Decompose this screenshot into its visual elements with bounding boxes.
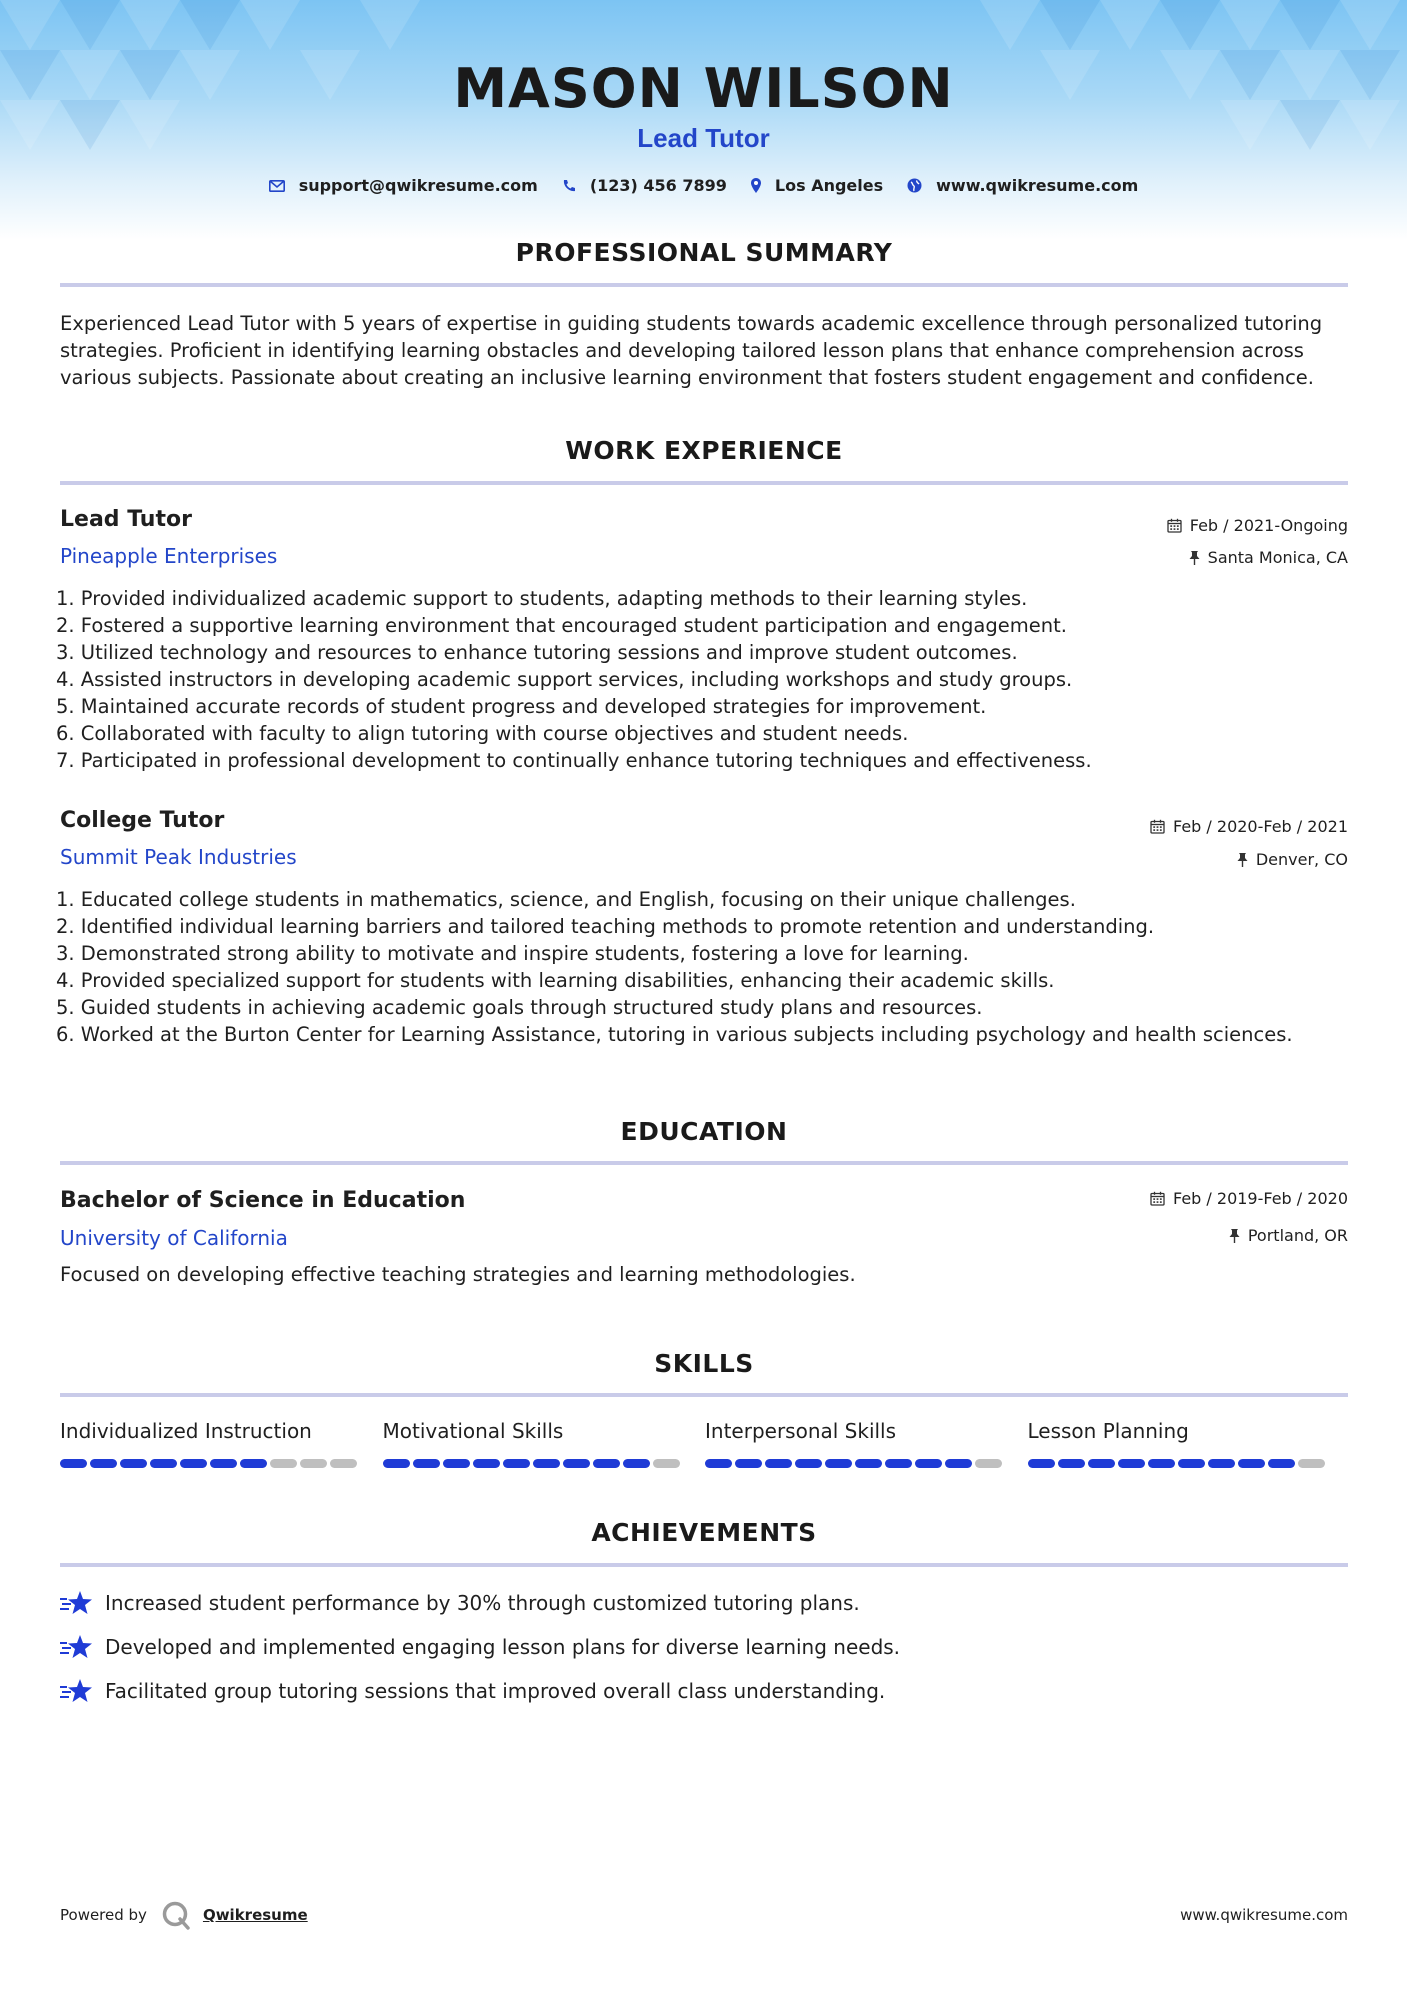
skill-segment-filled (915, 1459, 942, 1468)
list-item: 1. Educated college students in mathematics, science, and English, focusing on their unique challenges. (56, 888, 1076, 911)
candidate-name: MASON WILSON (453, 57, 954, 120)
candidate-role: Lead Tutor (637, 123, 770, 153)
skill-item (705, 1417, 1028, 1468)
skill-segment-filled (1118, 1459, 1145, 1468)
shooting-star-icon (60, 1634, 93, 1660)
list-item: 5. Guided students in achieving academic goals through structured study plans and resources. (56, 996, 983, 1019)
skill-segment-filled (473, 1459, 500, 1468)
resume-header (0, 56, 1407, 195)
pushpin-icon (1189, 551, 1200, 565)
skill-segment-filled (90, 1459, 117, 1468)
job-bullet-list (56, 886, 1356, 1048)
qwikresume-link[interactable]: Qwikresume (202, 1906, 308, 1924)
skill-name: Lesson Planning (1027, 1419, 1189, 1443)
education-location-text: Portland, OR (1247, 1226, 1348, 1245)
footer-powered-by (60, 1900, 308, 1930)
skill-segment-filled (1088, 1459, 1115, 1468)
list-item: 3. Demonstrated strong ability to motivate and inspire students, fostering a love for learning. (56, 942, 969, 965)
section-divider (60, 1393, 1348, 1397)
list-item: 2. Fostered a supportive learning environment that encouraged student participation and engagement. (56, 614, 1067, 637)
contact-location (751, 176, 883, 195)
degree-title: Bachelor of Science in Education (60, 1188, 466, 1213)
contact-email-text: support@qwikresume.com (298, 176, 538, 195)
list-item: 1. Provided individualized academic support to students, adapting methods to their learning styles. (56, 587, 1028, 610)
skill-segment-filled (1238, 1459, 1265, 1468)
contact-website-text: www.qwikresume.com (936, 176, 1139, 195)
education-description: Focused on developing effective teaching strategies and learning methodologies. (60, 1263, 856, 1286)
map-pin-icon (751, 178, 761, 193)
job-dates-text: Feb / 2020-Feb / 2021 (1173, 817, 1348, 836)
company-name: Pineapple Enterprises (60, 544, 278, 568)
job-location-text: Santa Monica, CA (1207, 548, 1348, 567)
job-dates-text: Feb / 2021-Ongoing (1189, 516, 1348, 535)
pushpin-icon (1229, 1229, 1240, 1243)
list-item: 3. Utilized technology and resources to enhance tutoring sessions and improve student outcomes. (56, 641, 1018, 664)
skill-segment-filled (443, 1459, 470, 1468)
achievement-item (60, 1634, 900, 1660)
school-name: University of California (60, 1226, 288, 1250)
skill-segment-empty (300, 1459, 327, 1468)
skill-level-bar (1028, 1459, 1351, 1468)
skill-segment-filled (825, 1459, 852, 1468)
skill-level-bar (705, 1459, 1028, 1468)
skill-segment-filled (945, 1459, 972, 1468)
job-location-text: Denver, CO (1255, 850, 1348, 869)
list-item: 5. Maintained accurate records of student progress and developed strategies for improvement. (56, 695, 987, 718)
skill-segment-filled (1028, 1459, 1055, 1468)
section-divider (60, 1161, 1348, 1165)
list-item: 4. Provided specialized support for students with learning disabilities, enhancing their academic skills. (56, 969, 1055, 992)
calendar-icon (1150, 1191, 1165, 1206)
skill-segment-filled (1268, 1459, 1295, 1468)
skill-segment-filled (563, 1459, 590, 1468)
skill-segment-empty (270, 1459, 297, 1468)
skill-segment-filled (855, 1459, 882, 1468)
footer-site-link[interactable]: www.qwikresume.com (1180, 1906, 1348, 1924)
list-item: 6. Worked at the Burton Center for Learning Assistance, tutoring in various subjects including psychology and health sciences. (56, 1023, 1293, 1046)
achievement-item (60, 1678, 885, 1704)
skill-segment-filled (210, 1459, 237, 1468)
contact-email[interactable] (269, 176, 538, 195)
skill-segment-filled (503, 1459, 530, 1468)
skill-name: Individualized Instruction (60, 1419, 312, 1443)
skill-segment-empty (975, 1459, 1002, 1468)
shooting-star-icon (60, 1590, 93, 1616)
skill-segment-filled (735, 1459, 762, 1468)
section-title-education: EDUCATION (620, 1117, 788, 1146)
powered-by-label: Powered by (60, 1906, 147, 1924)
phone-icon (562, 179, 576, 193)
skill-item (383, 1417, 706, 1468)
job-dates (1167, 516, 1348, 535)
job-location (1189, 548, 1348, 567)
achievement-text: Increased student performance by 30% through customized tutoring plans. (105, 1591, 860, 1615)
job-bullet-list (56, 585, 1356, 774)
skill-segment-empty (330, 1459, 357, 1468)
company-name: Summit Peak Industries (60, 845, 297, 869)
section-divider (60, 1563, 1348, 1567)
section-title-achievements: ACHIEVEMENTS (591, 1518, 817, 1547)
skill-segment-filled (240, 1459, 267, 1468)
section-divider (60, 283, 1348, 287)
skill-segment-filled (150, 1459, 177, 1468)
calendar-icon (1150, 819, 1165, 834)
contact-phone-text: (123) 456 7899 (589, 176, 727, 195)
skill-segment-filled (1178, 1459, 1205, 1468)
globe-icon (907, 178, 922, 193)
section-title-summary: PROFESSIONAL SUMMARY (515, 238, 893, 267)
skill-segment-empty (1298, 1459, 1325, 1468)
skill-segment-filled (120, 1459, 147, 1468)
education-location (1229, 1226, 1348, 1245)
list-item: 6. Collaborated with faculty to align tutoring with course objectives and student needs. (56, 722, 909, 745)
achievement-item (60, 1590, 860, 1616)
skill-segment-filled (383, 1459, 410, 1468)
contact-website[interactable] (907, 176, 1138, 195)
pushpin-icon (1237, 853, 1248, 867)
skill-segment-filled (795, 1459, 822, 1468)
list-item: 2. Identified individual learning barriers and tailored teaching methods to promote retention and understanding. (56, 915, 1155, 938)
achievement-text: Developed and implemented engaging lesson plans for diverse learning needs. (105, 1635, 901, 1659)
section-title-experience: WORK EXPERIENCE (565, 436, 843, 465)
skill-segment-filled (705, 1459, 732, 1468)
skill-level-bar (60, 1459, 383, 1468)
job-title: Lead Tutor (60, 507, 192, 532)
job-title: College Tutor (60, 808, 225, 833)
shooting-star-icon (60, 1678, 93, 1704)
skill-segment-filled (60, 1459, 87, 1468)
section-divider (60, 481, 1348, 485)
contact-bar (0, 176, 1407, 195)
job-dates (1150, 817, 1348, 836)
contact-location-text: Los Angeles (774, 176, 884, 195)
skill-item (1028, 1417, 1351, 1468)
list-item: 7. Participated in professional development to continually enhance tutoring techniques and effectiveness. (56, 749, 1092, 772)
skill-segment-empty (653, 1459, 680, 1468)
skill-name: Interpersonal Skills (705, 1419, 897, 1443)
education-dates-text: Feb / 2019-Feb / 2020 (1173, 1189, 1348, 1208)
skill-segment-filled (1148, 1459, 1175, 1468)
summary-text: Experienced Lead Tutor with 5 years of expertise in guiding students towards academic excellence through personalized tutoring strategies. Proficient in identifying learning obstacles and developing tailored lesson plans that enhance comprehension across various subjects. Passionate about creating an inclusive learning environment that fosters student engagement and confidence. (60, 312, 1323, 389)
job-location (1237, 850, 1348, 869)
qwikresume-logo-icon (161, 1900, 191, 1930)
skill-segment-filled (413, 1459, 440, 1468)
section-title-skills: SKILLS (654, 1349, 754, 1378)
list-item: 4. Assisted instructors in developing academic support services, including workshops and study groups. (56, 668, 1073, 691)
skill-level-bar (383, 1459, 706, 1468)
skill-segment-filled (1208, 1459, 1235, 1468)
skill-segment-filled (885, 1459, 912, 1468)
skill-segment-filled (765, 1459, 792, 1468)
skill-item (60, 1417, 383, 1468)
skill-segment-filled (1058, 1459, 1085, 1468)
skill-segment-filled (623, 1459, 650, 1468)
calendar-icon (1167, 518, 1182, 533)
education-dates (1150, 1189, 1348, 1208)
skills-grid (60, 1417, 1350, 1468)
contact-phone[interactable] (562, 176, 727, 195)
skill-name: Motivational Skills (382, 1419, 564, 1443)
envelope-icon (269, 180, 285, 192)
skill-segment-filled (593, 1459, 620, 1468)
skill-segment-filled (180, 1459, 207, 1468)
achievement-text: Facilitated group tutoring sessions that improved overall class understanding. (105, 1679, 886, 1703)
skill-segment-filled (533, 1459, 560, 1468)
